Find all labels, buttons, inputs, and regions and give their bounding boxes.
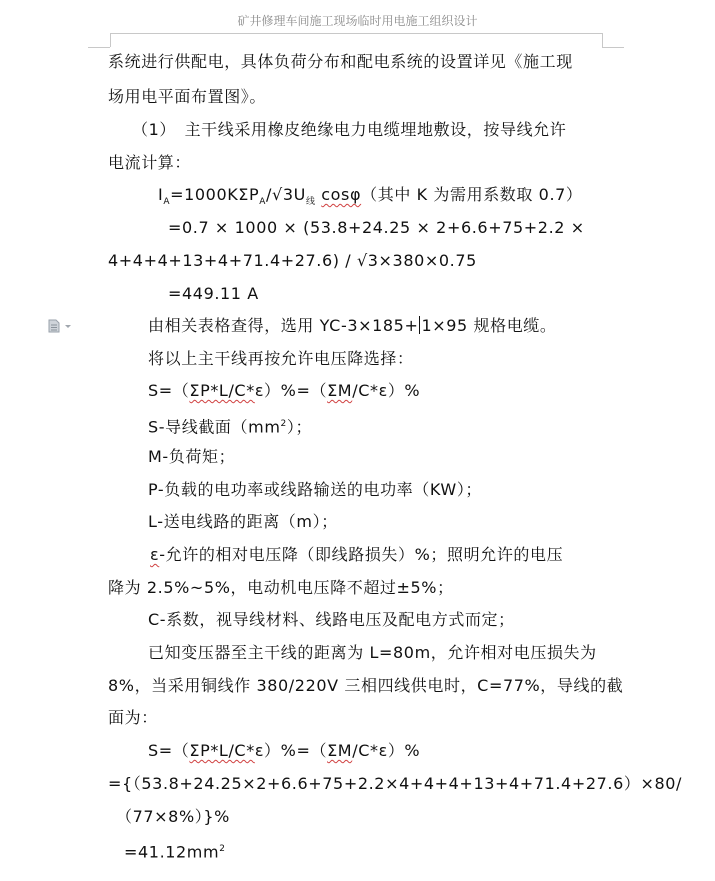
text-line: 场用电平面布置图》。 [108, 87, 267, 106]
paragraph-options-icon[interactable] [48, 318, 76, 332]
text-line: （1） 主干线采用橡皮绝缘电力电缆埋地敷设，按导线允许 [132, 120, 567, 139]
formula-voltage-drop-2: S=（ΣP*L/C*ε）%=（ΣM/C*ε）% [148, 741, 421, 760]
margin-corner-left-h [88, 47, 110, 48]
text-line: =449.11 A [168, 284, 259, 303]
text-line: 电流计算： [108, 153, 192, 172]
text-line: M-负荷矩； [148, 447, 236, 466]
text-line: 4+4+4+13+4+71.4+27.6) / √3×380×0.75 [108, 251, 477, 270]
margin-corner-right [602, 33, 603, 47]
text-line: S-导线截面$(mm^2)$； [148, 417, 313, 437]
text-line: 降为 2.5%~5%，电动机电压降不超过±5%； [108, 578, 454, 597]
text-line: 8%，当采用铜线作 380/220V 三相四线供电时，C=77%，导线的截 [108, 676, 624, 695]
text-line: L-送电线路的距离（m）； [148, 512, 338, 531]
formula-voltage-drop: S=（ΣP*L/C*ε）%=（ΣM/C*ε）% [148, 381, 421, 400]
text-line: 系统进行供配电，具体负荷分布和配电系统的设置详见《施工现 [108, 52, 573, 71]
text-line: 已知变压器至主干线的距离为 L=80m，允许相对电压损失为 [148, 643, 597, 662]
text-line: ε-允许的相对电压降（即线路损失）%；照明允许的电压 [150, 545, 564, 564]
margin-corner-left [110, 33, 111, 47]
text-line: （77×8%）}% [116, 807, 230, 826]
header-title: 矿井修理车间施工现场临时用电施工组织设计 [237, 14, 478, 28]
text-line: 将以上主干线再按允许电压降选择： [148, 349, 414, 368]
text-line: 面为： [108, 708, 158, 727]
text-line: P-负载的电功率或线路输送的电功率（KW）； [148, 480, 483, 499]
margin-corner-right-h [602, 47, 624, 48]
formula-current: $I_A=1000K\Sigma P_A/√3U_线$ cosφ（其中 K 为需用系数取 0.7） [158, 185, 583, 208]
text-line: ={（53.8+24.25×2+6.6+75+2.2×4+4+4+13+4+71.4+27.6）×80/ [108, 774, 683, 793]
text-line: C-系数，视导线材料、线路电压及配电方式而定； [148, 610, 515, 629]
text-line: =0.7 × 1000 × (53.8+24.25 × 2+6.6+75+2.2 × [168, 218, 585, 237]
text-line: $=41.12mm^2$ [124, 842, 226, 862]
text-line: 由相关表格查得，选用 YC-3×185+ 1×95 规格电缆。 [148, 316, 557, 335]
header-rule [110, 33, 602, 34]
